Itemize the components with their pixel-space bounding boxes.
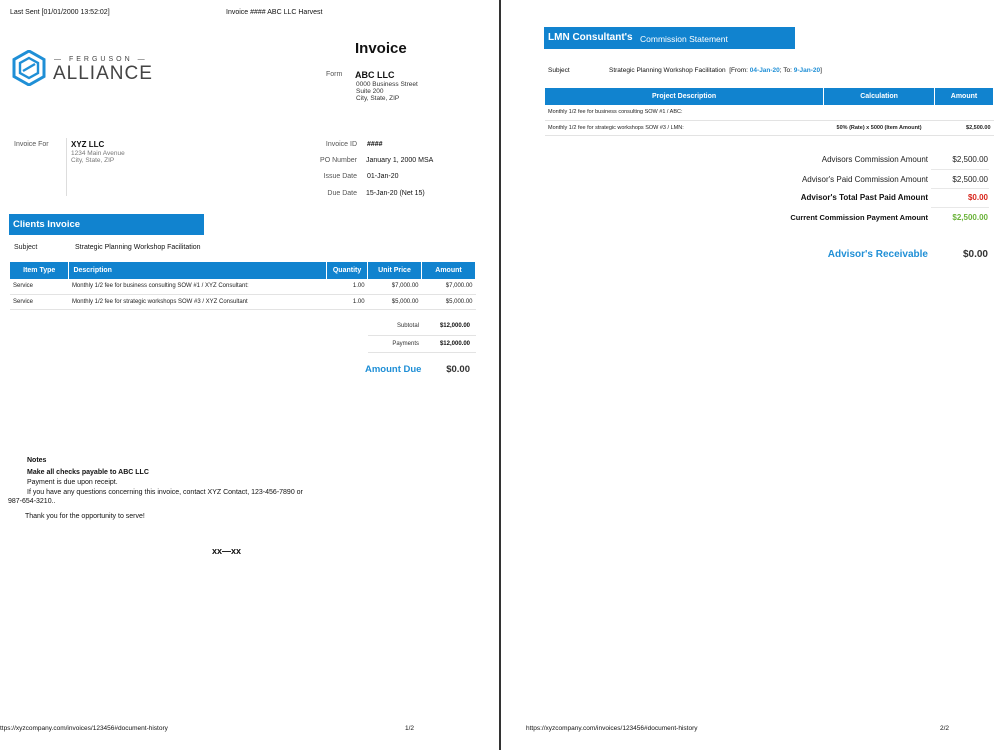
cell-description: Monthly 1/2 fee for strategic workshops SOW #3 / LMN: xyxy=(545,120,824,135)
col-calculation: Calculation xyxy=(824,88,935,105)
notes-checks: Make all checks payable to ABC LLC xyxy=(27,469,149,476)
invoice-page xyxy=(0,0,499,750)
cell-type: Service xyxy=(10,294,69,309)
meta-value: January 1, 2000 MSA xyxy=(366,157,434,164)
commission-title-bold: LMN Consultant's xyxy=(548,32,633,43)
meta-label: Invoice ID xyxy=(325,141,357,148)
cell-type: Service xyxy=(10,279,69,294)
notes-line: Payment is due upon receipt. xyxy=(27,479,118,486)
receivable-value: $0.00 xyxy=(962,249,988,260)
cell-quantity: 1.00 xyxy=(327,294,368,309)
subtotal-label: Subtotal xyxy=(396,323,419,329)
cell-amount: $7,000.00 xyxy=(422,279,476,294)
summary-label: Advisor's Total Past Paid Amount xyxy=(800,193,928,202)
payments-value: $12,000.00 xyxy=(439,341,470,347)
cell-amount: $5,000.00 xyxy=(422,294,476,309)
commission-header xyxy=(544,27,795,49)
meta-value: 15-Jan-20 (Net 15) xyxy=(366,190,425,197)
cell-amount xyxy=(935,105,994,120)
table-row xyxy=(545,120,994,135)
summary-label: Current Commission Payment Amount xyxy=(790,213,928,222)
col-quantity: Quantity xyxy=(327,262,368,279)
summary-value: $2,500.00 xyxy=(952,213,988,222)
subject-value: Strategic Planning Workshop Facilitation xyxy=(75,244,201,251)
meta-value: #### xyxy=(367,141,383,148)
commission-title-rest: Commission Statement xyxy=(640,34,728,44)
summary-value: $2,500.00 xyxy=(952,175,988,184)
footer-url[interactable]: ttps://xyzcompany.com/invoices/123456#document-history xyxy=(0,725,168,732)
summary-label: Advisors Commission Amount xyxy=(821,155,928,164)
col-amount: Amount xyxy=(935,88,994,105)
cell-description: Monthly 1/2 fee for business consulting SOW #1 / XYZ Consultant: xyxy=(69,279,327,294)
logo-main-text: ALLIANCE xyxy=(53,63,153,84)
thank-you: Thank you for the opportunity to serve! xyxy=(25,513,145,520)
notes-title: Notes xyxy=(27,457,47,464)
logo-hexagon-icon xyxy=(12,50,46,86)
receivable-label: Advisor's Receivable xyxy=(827,249,928,260)
meta-value: 01-Jan-20 xyxy=(367,173,399,180)
logo-top-text: — FERGUSON — xyxy=(54,56,148,63)
client-address: 1234 Main Avenue City, State, ZIP xyxy=(71,150,125,164)
table-header-row xyxy=(10,262,476,279)
col-amount: Amount xyxy=(422,262,476,279)
cell-calculation xyxy=(824,105,935,120)
to-date: 9-Jan-20 xyxy=(793,67,821,74)
page-number: 1/2 xyxy=(405,725,415,732)
amount-due-label: Amount Due xyxy=(365,364,422,375)
commission-table xyxy=(545,88,994,136)
col-item-type: Item Type xyxy=(10,262,69,279)
subject-label: Subject xyxy=(14,244,38,251)
subject-label: Subject xyxy=(548,67,570,74)
cell-amount: $2,500.00 xyxy=(935,120,994,135)
summary-value: $2,500.00 xyxy=(952,155,988,164)
table-row xyxy=(10,279,476,294)
cell-calculation: 50% (Rate) x 5000 (Item Amount) xyxy=(824,120,935,135)
meta-label: Due Date xyxy=(327,190,357,197)
subject-line: Strategic Planning Workshop Facilitation [From: 04-Jan-20; To: 9-Jan-20] xyxy=(609,67,822,74)
notes-line: If you have any questions concerning this invoice, contact XYZ Contact, 123-456-7890 or xyxy=(27,489,303,496)
cell-unit-price: $7,000.00 xyxy=(368,279,422,294)
col-unit-price: Unit Price xyxy=(368,262,422,279)
logo xyxy=(12,50,46,91)
footer-url[interactable]: https://xyzcompany.com/invoices/123456#document-history xyxy=(526,725,698,732)
amount-due-value: $0.00 xyxy=(446,364,470,375)
last-sent: Last Sent [01/01/2000 13:52:02] xyxy=(10,9,110,16)
form-label: Form xyxy=(326,71,343,78)
page-title: Invoice xyxy=(355,40,407,57)
table-row xyxy=(545,105,994,120)
cell-quantity: 1.00 xyxy=(327,279,368,294)
client-company: XYZ LLC xyxy=(71,140,105,149)
cell-unit-price: $5,000.00 xyxy=(368,294,422,309)
page-number: 2/2 xyxy=(940,725,950,732)
subtotal-value: $12,000.00 xyxy=(439,323,470,329)
invoice-for-divider xyxy=(66,138,67,196)
summary-label: Advisor's Paid Commission Amount xyxy=(801,175,928,184)
col-description: Description xyxy=(69,262,327,279)
from-date: 04-Jan-20 xyxy=(749,67,780,74)
form-company: ABC LLC xyxy=(355,70,395,80)
table-header-row xyxy=(545,88,994,105)
invoice-for-label: Invoice For xyxy=(14,141,49,148)
form-address: 0000 Business Street Suite 200 City, State, ZIP xyxy=(356,81,418,102)
invoice-table xyxy=(10,262,476,310)
commission-page xyxy=(501,0,1000,750)
table-row xyxy=(10,294,476,309)
section-header: Clients Invoice xyxy=(9,214,204,235)
cell-description: Monthly 1/2 fee for strategic workshops SOW #3 / XYZ Consultant xyxy=(69,294,327,309)
meta-label: PO Number xyxy=(320,157,357,164)
payments-label: Payments xyxy=(392,341,419,347)
meta-label: Issue Date xyxy=(323,173,357,180)
col-project-description: Project Description xyxy=(545,88,824,105)
notes-line: 987-654-3210.. xyxy=(8,498,56,505)
summary-value: $0.00 xyxy=(967,193,988,202)
cell-description: Monthly 1/2 fee for business consulting SOW #1 / ABC: xyxy=(545,105,824,120)
signature: xx—xx xyxy=(212,546,242,556)
header-info: Invoice #### ABC LLC Harvest xyxy=(226,9,323,16)
